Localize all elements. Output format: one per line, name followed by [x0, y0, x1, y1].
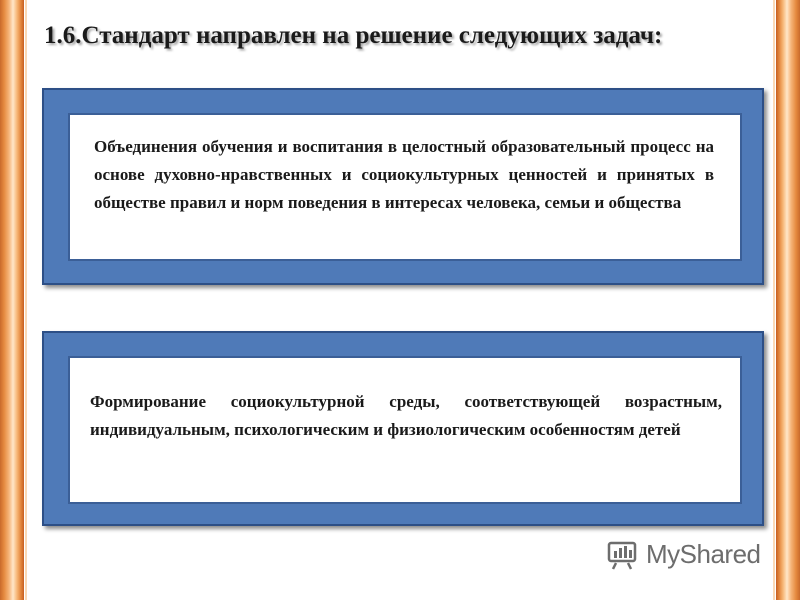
slide-title: 1.6.Стандарт направлен на решение следующих задач:: [44, 22, 663, 49]
task-box-2-content: [68, 356, 742, 504]
myshared-logo-icon: [606, 537, 640, 571]
task-box-2: [42, 331, 764, 526]
watermark-text: MyShared: [646, 538, 761, 569]
right-decorative-border: [776, 0, 800, 600]
left-decorative-border: [0, 0, 24, 600]
task-2-text: Формирование социокультурной среды, соответствующей возрастным, индивидуальным, психологическим и физиологическим особенностям детей: [90, 392, 722, 439]
task-1-text: Объединения обучения и воспитания в целостный образовательный процесс на основе духовно-нравственных и социокультурных ценностей и принятых в обществе правил и норм поведения в интересах человека, семьи и общества: [94, 137, 714, 212]
task-box-1: [42, 88, 764, 285]
myshared-watermark: [606, 536, 761, 572]
task-box-1-content: [68, 113, 742, 261]
